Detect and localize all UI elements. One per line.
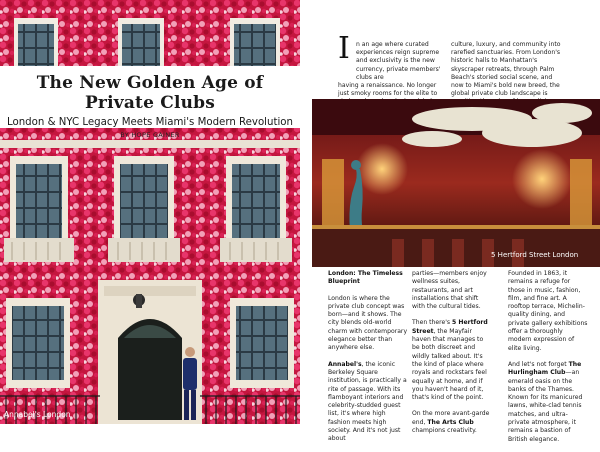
left-page <box>0 0 300 424</box>
body-column-3 <box>508 270 588 452</box>
body-column-1 <box>328 270 408 452</box>
paragraph-text: , the Mayfair haven that manages to be both discreet and wildly talked about. It's the kind of place where royals and rockstars feel equally at home, and if you haven't heard of it, that's kind of the point. <box>412 327 487 402</box>
paragraph <box>508 361 588 444</box>
paragraph-text: champions creativity. <box>412 427 477 435</box>
paragraph: parties—members enjoy wellness suites, restaurants, and art installations that shift with the cultural tides. <box>412 270 487 311</box>
paragraph <box>328 361 408 444</box>
section-heading: London: The Timeless Blueprint <box>328 270 403 286</box>
intro-first-lines: n an age where curated experiences reign supreme and exclusivity is the new currency, private members' clubs are <box>356 41 441 81</box>
right-page <box>300 0 600 443</box>
paragraph: Founded in 1863, it remains a refuge for those in music, fashion, film, and fine art. A rooftop terrace, Michelin-quality dining, and private gallery exhibitions offer a thoroughly modern expression of elite living. <box>508 270 588 352</box>
bar-interior-photo <box>312 99 600 267</box>
paragraph-text: And let's not forget <box>508 360 569 368</box>
title-band <box>0 66 300 128</box>
paragraph-text: Then there's <box>412 319 453 327</box>
article-subtitle: London & NYC Legacy Meets Miami's Modern Revolution <box>7 117 293 128</box>
paragraph: London is where the private club concept was born—and it shows. The city blends old-world charm with contemporary elegance better than anywhere else. <box>328 294 408 352</box>
paragraph-text: , the iconic Berkeley Square institution, is practically a rite of passage. With its flamboyant interiors and celebrity-studded guest list, it's where high fashion meets high society. And it's not just about <box>328 360 407 443</box>
club-name: The Hurlingham Club <box>508 360 582 377</box>
facade-photo <box>0 0 300 424</box>
body-column-2 <box>412 270 492 443</box>
intro-rest: having a renaissance. No longer just smoky rooms for the elite to <box>338 82 438 98</box>
intro-column-2: culture, luxury, and community into rarefied sanctuaries. From London's historic halls to Manhattan's skyscraper retreats, through Palm Beach's storied social scene, and now to Miami's bold new breed, the global private club landscape is <box>451 41 561 98</box>
club-name: 5 Hertford Street <box>412 319 488 335</box>
paragraph-text: —an emerald oasis on the banks of the Thames. Known for its manicured lawns, white-clad tennis matches, and ultra-private atmosphere, it remains a bastion of British elegance. <box>508 369 583 443</box>
article-title: The New Golden Age of Private Clubs <box>36 73 264 113</box>
drop-cap: I <box>338 31 350 66</box>
club-name: Annabel's <box>328 360 362 368</box>
paragraph-text: On the more avant-garde end, <box>412 410 490 426</box>
paragraph <box>412 319 492 402</box>
byline: BY HOPE GAINER <box>120 131 180 139</box>
club-name: The Arts Club <box>427 418 474 426</box>
paragraph <box>412 410 492 435</box>
photo-caption-annabels: Annabel's London <box>4 410 71 419</box>
photo-caption-hertford: 5 Hertford Street London <box>491 251 579 259</box>
